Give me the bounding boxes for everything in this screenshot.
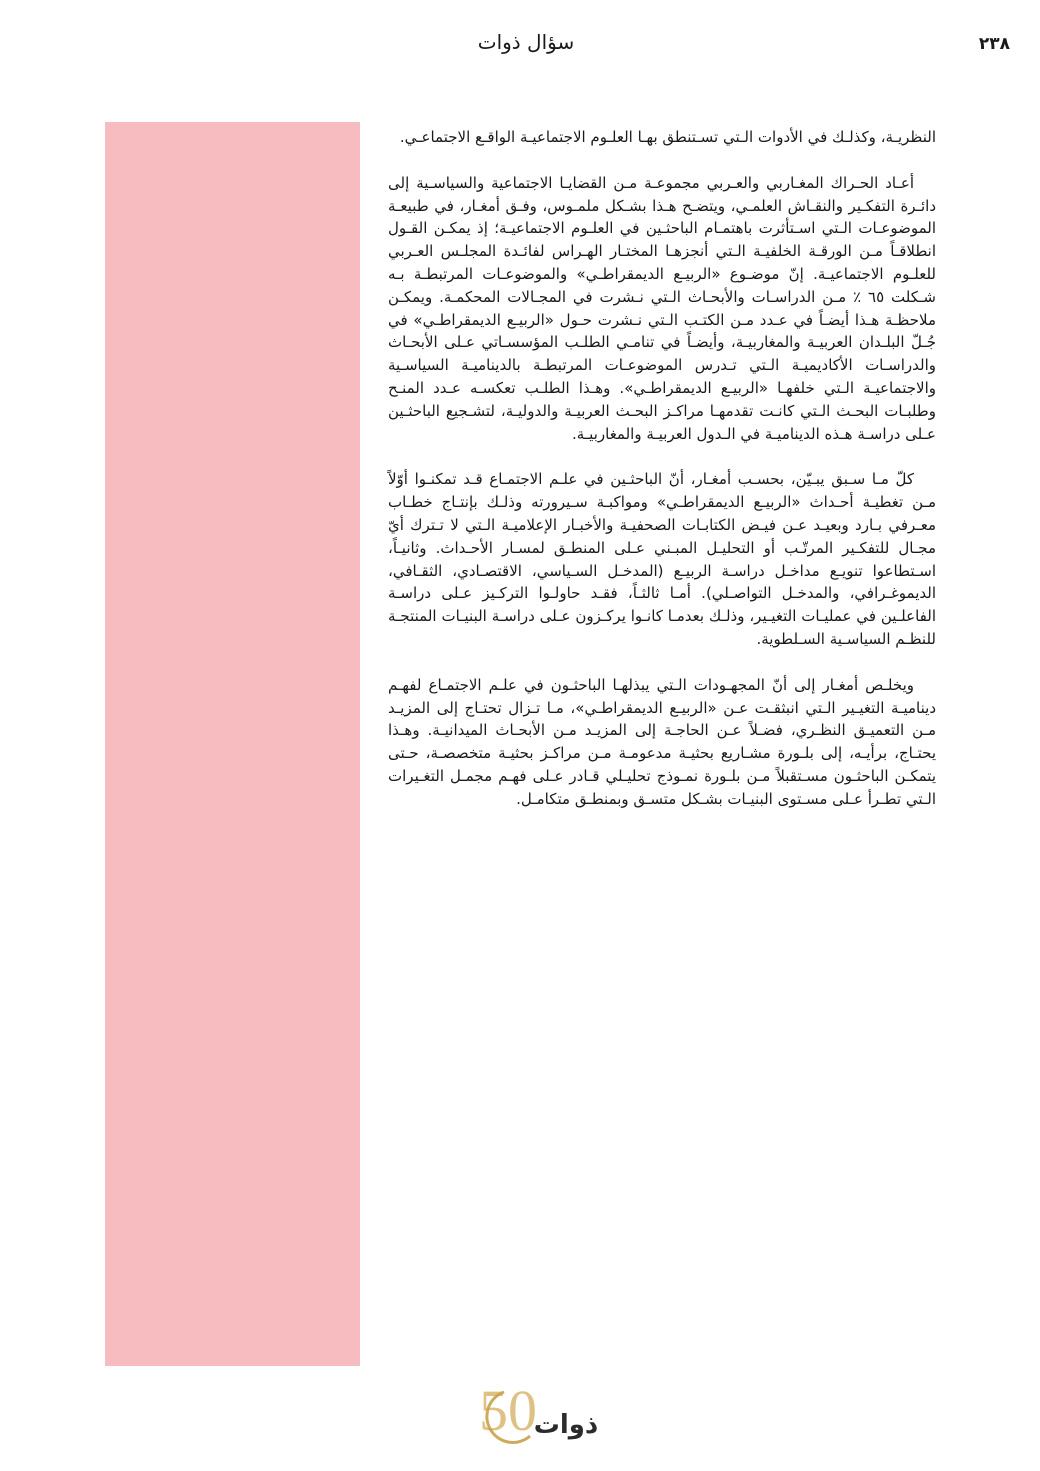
footer-logo (474, 1378, 614, 1448)
running-header-title: سؤال ذوات (477, 30, 575, 54)
paragraph-3: كلّ مـا سـبق يبـيّن، بحسـب أمغـار، أنّ الباحثـين في علـم الاجتمـاع قـد تمكنـوا أوّلاً مـن تغطيـة أحـداث «الربيـع الديمقراطـي» ومواكبـة سـيرورته وذلـك بإنتـاج خطـاب معـرفي بـارد وبعيـد عـن فيـض الكتابـات الصحفيـة والأخبـار الإعلاميـة الـتي لا تـترك أيّ مجـال للتفكـير المرتّـب أو التحليـل المبـني عـلى المنطـق لمسـار الأحـداث. وثانيـاً، اسـتطاعوا تنويـع مداخـل دراسـة الربيـع (المدخـل السـياسي، الاقتصـادي، الثقـافي، الديموغـرافي، والمدخـل التواصـلي). أمـا ثالثـاً، فقـد حاولـوا التركـيز عـلى دراسـة الفاعلـين في عمليـات التغيـير، وذلـك بعدمـا كانـوا يركـزون عـلى دراسـة البنيـات المنتجـة للنظـم السياسـية السـلطوية. (388, 470, 936, 648)
article-body (388, 126, 936, 834)
decorative-side-panel (105, 122, 360, 1366)
paragraph-2: أعـاد الحـراك المغـاربي والعـربي مجموعـة مـن القضايـا الاجتماعية والسياسـية إلى دائـرة التفكـير والنقـاش العلمـي، ويتضـح هـذا بشـكل ملمـوس، وفـق أمغـار، في طبيعـة الموضوعـات الـتي اسـتأثرت باهتمـام الباحثـين في العلـوم الاجتماعيـة؛ إذ يمكـن القـول انطلاقـاً مـن الورقـة الخلفيـة الـتي أنجزهـا المختـار الهـراس لفائـدة المجلـس العـربي للعلـوم الاجتماعيـة. إنّ موضـوع «الربيـع الديمقراطـي» والموضوعـات المرتبطـة بـه شـكلت ٦٥ ٪ مـن الدراسـات والأبحـاث الـتي نـشرت في المجـالات المحكمـة. ويمكـن ملاحظـة هـذا أيضـاً في عـدد مـن الكتـب الـتي نـشرت حـول «الربيـع الديمقراطـي» في جُـلّ البلـدان العربيـة والمغاربيـة، وأيضـاً في تنامـي الطلـب المؤسسـاتي عـلى الأبحـاث والدراسـات الأكاديميـة الـتي تـدرس الموضوعـات المرتبطـة بالديناميـة السياسـية والاجتماعيـة الـتي خلفهـا «الربيـع الديمقراطـي». وهـذا الطلـب تعكسـه عـدد المنـح وطلبـات البحـث الـتي كانـت تقدمهـا مراكـز البحـث العربيـة والدوليـة، لتشـجيع الباحثـين عـلى دراسـة هـذه الديناميـة في الـدول العربيـة والمغاربيـة. (388, 173, 936, 443)
logo-number: 50 (479, 1378, 537, 1443)
paragraph-4: ويخلـص أمغـار إلى أنّ المجهـودات الـتي يبذلهـا الباحثـون في علـم الاجتمـاع لفهـم ديناميـة التغيـير الـتي انبثقـت عـن «الربيـع الديمقراطـي»، مـا تـزال تحتـاج إلى المزيـد مـن التعميـق النظـري، فضـلاً عـن الحاجـة إلى المزيـد مـن الأبحـاث الميدانيـة. وهـذا يحتـاج، برأيـه، إلى بلـورة مشـاريع بحثيـة مدعومـة مـن مراكـز بحثيـة متخصصـة، حـتى يتمكـن الباحثـون مسـتقبلاً مـن بلـورة نمـوذج تحليـلي قـادر عـلى فهـم مجمـل التغـيرات الـتي تطـرأ عـلى مسـتوى البنيـات بشـكل متسـق وبمنطـق متكامـل. (388, 675, 936, 808)
page-number: ٢٣٨ (978, 34, 1010, 54)
dhawat-50-logo-icon (474, 1378, 614, 1448)
paragraph-1: النظريـة، وكذلـك في الأدوات الـتي تسـتنطق بهـا العلـوم الاجتماعيـة الواقـع الاجتماعـي. (399, 128, 936, 146)
logo-word: ذوات (533, 1410, 599, 1440)
